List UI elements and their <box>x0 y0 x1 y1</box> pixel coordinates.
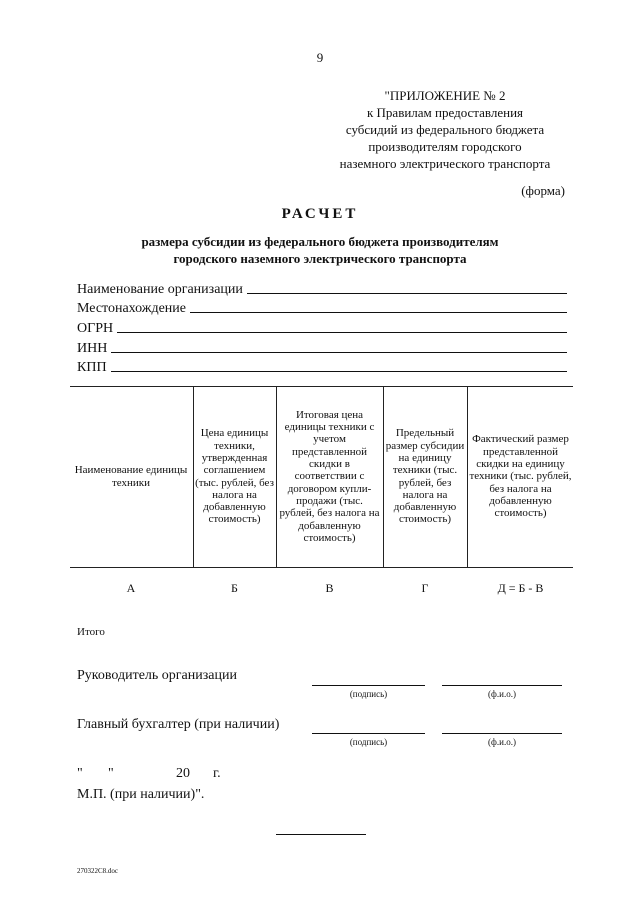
document-id: 270322C8.doc <box>77 867 119 875</box>
column-code-d: Д = Б - В <box>497 581 544 595</box>
column-code-g: Г <box>421 581 429 595</box>
field-label: Местонахождение <box>77 301 187 316</box>
header-col-a <box>72 388 190 565</box>
date-open-quote: " <box>77 766 83 781</box>
header-col-g <box>385 388 465 565</box>
fill-line[interactable] <box>111 370 567 372</box>
column-code-b: Б <box>231 581 238 595</box>
table-column-divider <box>383 386 384 567</box>
date-year: 20 <box>176 766 190 781</box>
header-text: Цена единицы техники, утвержденная соглашением (тыс. рублей, без налога на добавленную стоимость) <box>195 427 274 526</box>
table-top-border <box>70 386 573 387</box>
signature-caption: (подпись) <box>349 737 388 747</box>
field-kpp <box>77 357 567 376</box>
fill-line[interactable] <box>190 311 567 313</box>
head-signature-label: Руководитель организации <box>77 668 237 683</box>
accountant-signature-label: Главный бухгалтер (при наличии) <box>77 717 280 732</box>
fill-line[interactable] <box>117 331 567 333</box>
appendix-line: субсидий из федерального бюджета <box>345 122 545 137</box>
header-text: Итоговая цена единицы техники с учетом представленной скидки в соответствии с договором купли-продажи (тыс. рублей, без налога на добавленную стоимость) <box>279 408 380 544</box>
name-caption: (ф.и.о.) <box>488 737 516 747</box>
form-label: (форма) <box>521 183 565 198</box>
total-label: Итого <box>77 626 105 638</box>
header-text: Фактический размер представленной скидки на единицу техники (тыс. рублей, без налога на добавленную стоимость) <box>469 433 572 520</box>
header-text: Предельный размер субсидии на единицу техники (тыс. рублей, без налога на добавленную стоимость) <box>385 427 465 526</box>
field-location <box>77 298 567 317</box>
field-label: КПП <box>77 360 107 375</box>
head-name-line[interactable] <box>442 685 562 686</box>
appendix-line: "ПРИЛОЖЕНИЕ № 2 <box>384 88 506 103</box>
field-org-name <box>77 279 567 298</box>
signature-caption: (подпись) <box>349 689 388 699</box>
name-caption: (ф.и.о.) <box>488 689 516 699</box>
appendix-line: к Правилам предоставления <box>366 105 524 120</box>
fill-line[interactable] <box>247 292 567 294</box>
subtitle-line: размера субсидии из федерального бюджета производителям <box>141 234 499 249</box>
stamp-label: М.П. (при наличии)". <box>77 787 205 802</box>
date-close-quote: " <box>108 766 114 781</box>
document-title: РАСЧЕТ <box>281 206 359 222</box>
appendix-line: производителям городского <box>368 139 522 154</box>
field-label: ОГРН <box>77 321 114 336</box>
field-ogrn <box>77 318 567 337</box>
appendix-header <box>300 87 590 172</box>
header-text: Наименование единицы техники <box>74 464 188 489</box>
header-col-v <box>278 388 381 565</box>
field-label: ИНН <box>77 341 108 356</box>
date-year-suffix: г. <box>213 766 221 781</box>
table-column-divider <box>467 386 468 567</box>
field-inn <box>77 338 567 357</box>
table-column-divider <box>193 386 194 567</box>
accountant-signature-line[interactable] <box>312 733 425 734</box>
fill-line[interactable] <box>111 351 567 353</box>
table-column-divider <box>276 386 277 567</box>
accountant-name-line[interactable] <box>442 733 562 734</box>
field-label: Наименование организации <box>77 282 243 297</box>
document-subtitle <box>80 233 560 267</box>
header-col-d <box>469 388 572 565</box>
end-divider <box>276 834 366 835</box>
table-bottom-border <box>70 567 573 568</box>
column-code-v: В <box>325 581 334 595</box>
appendix-line: наземного электрического транспорта <box>339 156 551 171</box>
column-code-a: А <box>126 581 136 595</box>
header-col-b <box>195 388 274 565</box>
subtitle-line: городского наземного электрического транспорта <box>173 251 467 266</box>
page-number: 9 <box>316 50 324 65</box>
head-signature-line[interactable] <box>312 685 425 686</box>
